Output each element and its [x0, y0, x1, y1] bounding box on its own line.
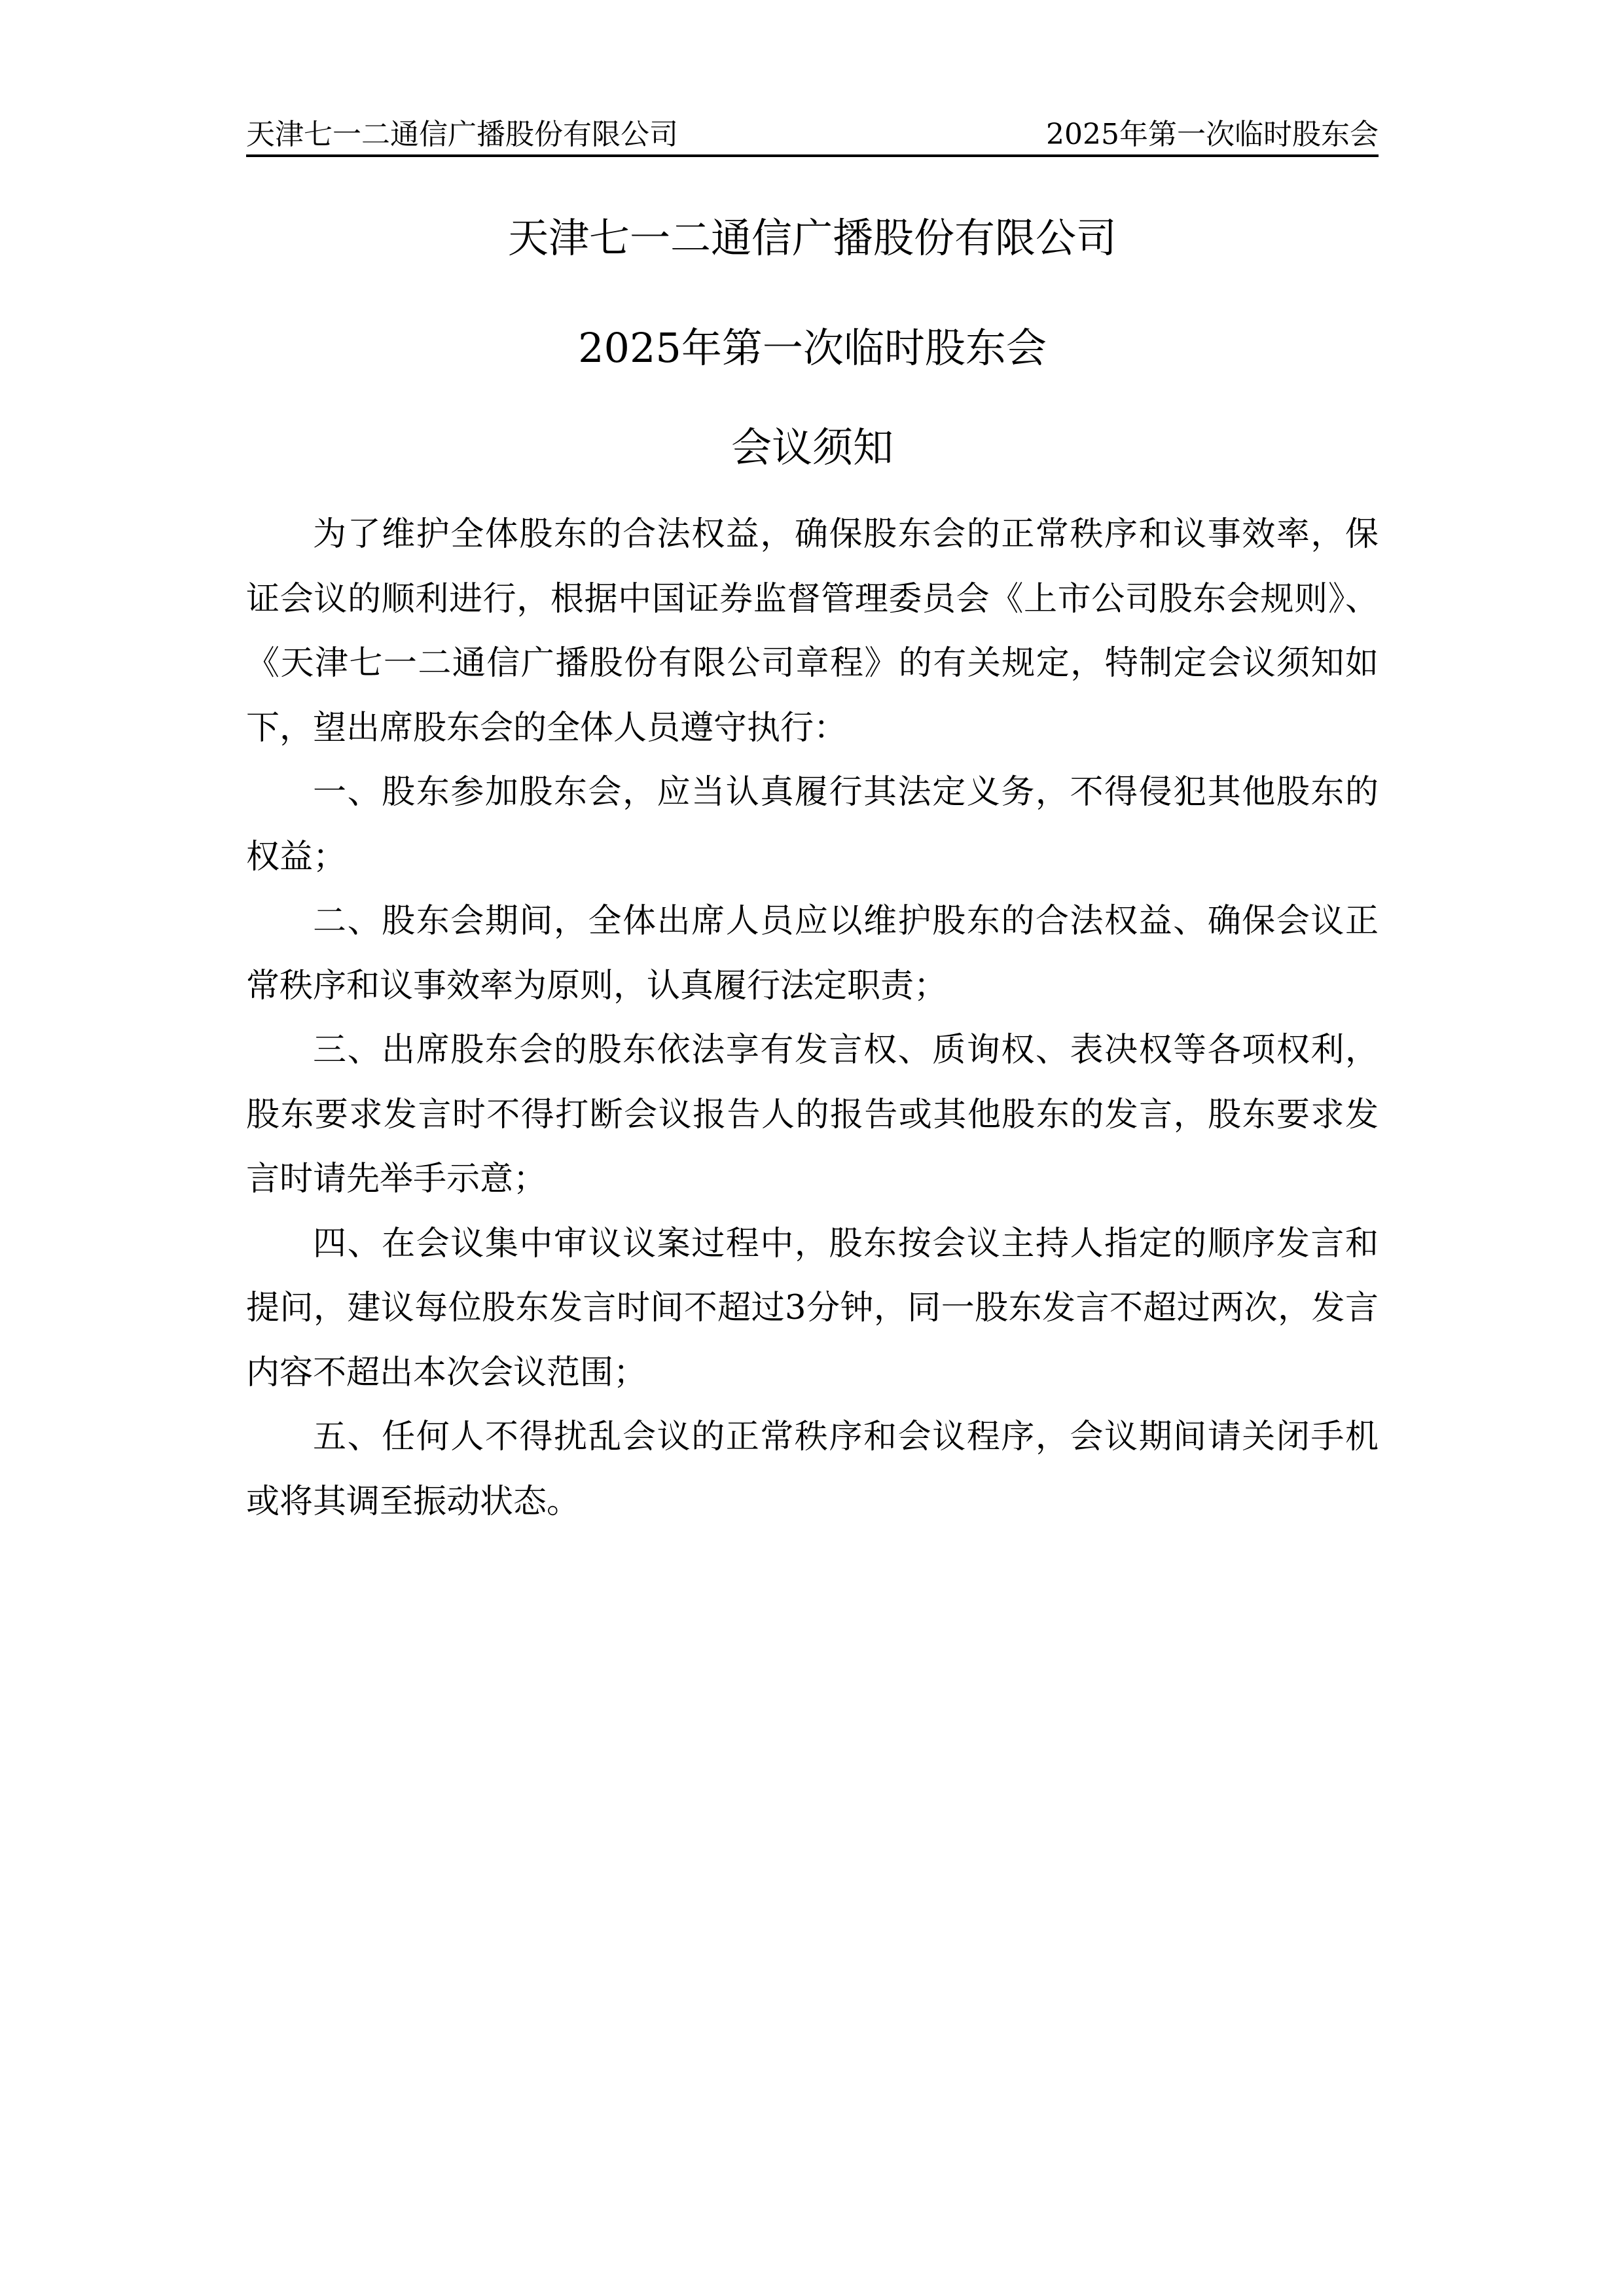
document-body: [246, 503, 1379, 1534]
header-meeting-name: 2025年第一次临时股东会: [1046, 118, 1379, 151]
paragraph-item-4: 四、在会议集中审议议案过程中，股东按会议主持人指定的顺序发言和提问，建议每位股东发言时间不超过3分钟，同一股东发言不超过两次，发言内容不超出本次会议范围；: [246, 1224, 1379, 1392]
title-company: 天津七一二通信广播股份有限公司: [507, 214, 1117, 262]
title-meeting: 2025年第一次临时股东会: [578, 324, 1047, 372]
paragraph-item-2: 二、股东会期间，全体出席人员应以维护股东的合法权益、确保会议正常秩序和议事效率为原则，认真履行法定职责；: [246, 902, 1379, 1005]
paragraph-item-5: 五、任何人不得扰乱会议的正常秩序和会议程序，会议期间请关闭手机或将其调至振动状态。: [246, 1418, 1379, 1521]
paragraph-intro: 为了维护全体股东的合法权益，确保股东会的正常秩序和议事效率，保证会议的顺利进行，根据中国证券监督管理委员会《上市公司股东会规则》、《天津七一二通信广播股份有限公司章程》的有关规定，特制定会议须知如下，望出席股东会的全体人员遵守执行：: [246, 515, 1379, 747]
paragraph-item-3: 三、出席股东会的股东依法享有发言权、质询权、表决权等各项权利，股东要求发言时不得打断会议报告人的报告或其他股东的发言，股东要求发言时请先举手示意；: [246, 1031, 1379, 1198]
header-divider: [246, 154, 1379, 157]
header-company-name: 天津七一二通信广播股份有限公司: [246, 118, 678, 151]
title-document: 会议须知: [731, 423, 893, 471]
paragraph-item-1: 一、股东参加股东会，应当认真履行其法定义务，不得侵犯其他股东的权益；: [246, 773, 1379, 876]
page-header: [246, 111, 1379, 154]
